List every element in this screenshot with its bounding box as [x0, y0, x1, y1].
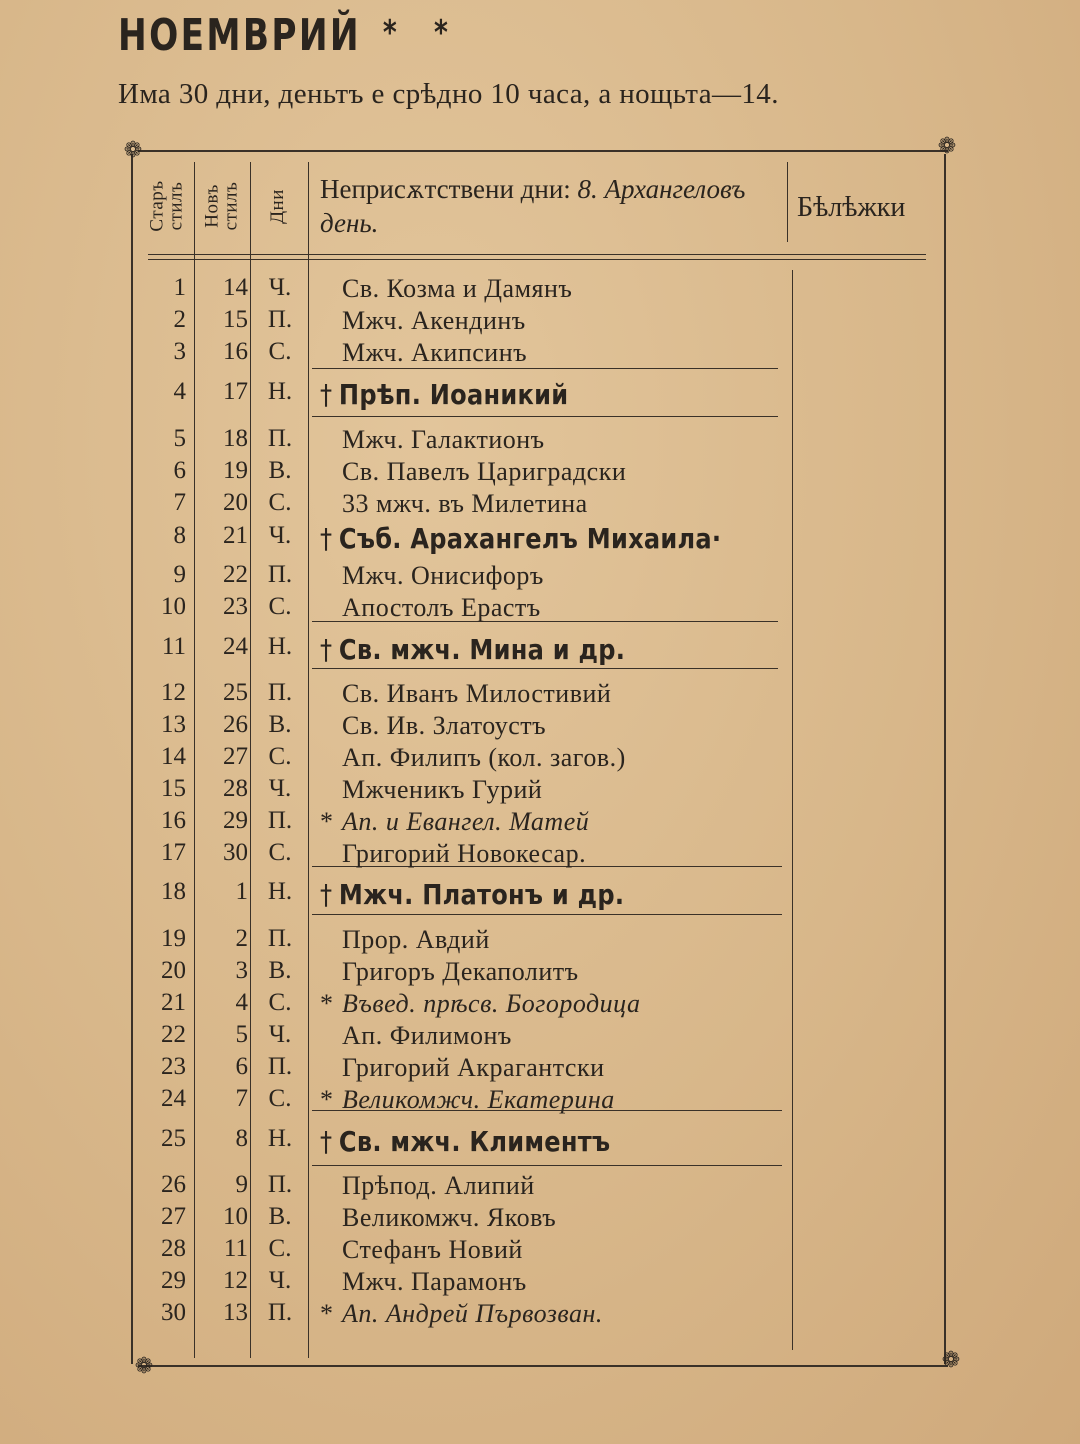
- table-row: [150, 593, 790, 625]
- saint-entry: [320, 925, 490, 955]
- new-style-date: 30: [223, 839, 248, 866]
- saint-entry: [320, 633, 625, 666]
- star-icon: *: [320, 807, 334, 836]
- saint-name: Съб. Арахангелъ Михаила·: [338, 522, 722, 555]
- new-style-date: 19: [223, 457, 248, 484]
- table-row: [150, 1235, 790, 1267]
- new-style-date: 17: [223, 378, 248, 405]
- new-style-date: 26: [223, 711, 248, 738]
- saint-name: Св. Козма и Дамянъ: [342, 274, 573, 303]
- saint-name: Св. мжч. Климентъ: [338, 1125, 611, 1158]
- old-style-date: 4: [173, 378, 186, 405]
- new-style-date: 10: [223, 1203, 248, 1230]
- weekday: Ч.: [268, 775, 292, 802]
- weekday: П.: [267, 925, 293, 952]
- weekday: В.: [268, 957, 292, 984]
- absent-days-value: 8. Архангеловъ день.: [320, 174, 746, 238]
- table-row: [150, 1299, 790, 1331]
- old-style-date: 23: [161, 1053, 186, 1080]
- cross-icon: †: [320, 878, 333, 911]
- weekday: П.: [267, 807, 293, 834]
- saint-name: Ап. Филимонъ: [342, 1021, 512, 1050]
- table-row: [150, 1267, 790, 1299]
- saint-entry: [320, 1085, 615, 1115]
- new-style-date: 11: [223, 1235, 248, 1262]
- weekday: П.: [267, 425, 293, 452]
- saint-entry: [320, 989, 640, 1019]
- weekday: С.: [268, 989, 292, 1016]
- old-style-date: 28: [161, 1235, 186, 1262]
- old-style-date: 3: [173, 338, 186, 365]
- new-style-date: 27: [223, 743, 248, 770]
- notes-column-divider: [792, 270, 793, 1350]
- week-rule: [312, 1165, 782, 1166]
- saint-entry: [320, 425, 545, 455]
- saint-entry: [320, 878, 624, 911]
- saint-entry: [320, 457, 626, 487]
- old-style-date: 1: [173, 274, 186, 301]
- weekday: Н.: [267, 878, 293, 905]
- saint-entry: [320, 743, 626, 773]
- title-stars: * *: [382, 13, 462, 53]
- cross-icon: †: [320, 1125, 333, 1158]
- saint-name: Мжч. Платонъ и др.: [338, 878, 625, 911]
- table-row: [150, 957, 790, 989]
- saint-name: Апостолъ Ерастъ: [342, 593, 541, 622]
- saint-entry: [320, 561, 544, 591]
- old-style-date: 2: [173, 306, 186, 333]
- saint-entry: [320, 338, 527, 368]
- old-style-date: 25: [161, 1125, 186, 1152]
- new-style-date: 29: [223, 807, 248, 834]
- saint-name: Мжч. Онисифоръ: [342, 561, 544, 590]
- saint-name: Св. мжч. Мина и др.: [338, 633, 626, 666]
- saint-name: Св. Ив. Златоустъ: [342, 711, 547, 740]
- saint-entry: [320, 522, 721, 555]
- old-style-date: 16: [161, 807, 186, 834]
- weekday: С.: [268, 1085, 292, 1112]
- weekday: В.: [268, 711, 292, 738]
- table-row: [150, 925, 790, 957]
- star-icon: *: [320, 989, 334, 1018]
- new-style-date: 1: [235, 878, 248, 905]
- weekday: В.: [268, 1203, 292, 1230]
- weekday: П.: [267, 1299, 293, 1326]
- saint-entry: [320, 1235, 523, 1265]
- new-style-date: 15: [223, 306, 248, 333]
- new-style-date: 18: [223, 425, 248, 452]
- saint-entry: [320, 306, 526, 336]
- weekday: П.: [267, 1053, 293, 1080]
- table-row: [150, 378, 790, 410]
- table-row: [150, 1021, 790, 1053]
- ornament-icon: ❁: [941, 1348, 961, 1373]
- old-style-date: 15: [161, 775, 186, 802]
- weekday: Ч.: [268, 274, 292, 301]
- old-style-date: 8: [173, 522, 186, 549]
- weekday: Н.: [267, 378, 293, 405]
- new-style-date: 28: [223, 775, 248, 802]
- table-row: [150, 1085, 790, 1117]
- saint-entry: [320, 1299, 603, 1329]
- old-style-date: 29: [161, 1267, 186, 1294]
- weekday: Ч.: [268, 1267, 292, 1294]
- ornament-icon: ❁: [937, 134, 957, 159]
- new-style-date: 16: [223, 338, 248, 365]
- weekday: С.: [268, 1235, 292, 1262]
- header-absent-days: [320, 172, 775, 240]
- old-style-date: 27: [161, 1203, 186, 1230]
- table-row: [150, 1203, 790, 1235]
- saint-name: Григорий Акрагантски: [342, 1053, 605, 1082]
- header-new-style: Новъ стилъ: [201, 181, 241, 231]
- title-text: НОЕМВРИЙ: [118, 10, 361, 61]
- week-rule: [312, 668, 778, 669]
- old-style-date: 6: [173, 457, 186, 484]
- table-row: [150, 633, 790, 665]
- saint-entry: [320, 593, 541, 623]
- old-style-date: 14: [161, 743, 186, 770]
- table-row: [150, 839, 790, 871]
- saint-entry: [320, 274, 572, 304]
- table-row: [150, 274, 790, 306]
- ornament-icon: ❁: [123, 138, 143, 163]
- saint-entry: [320, 711, 546, 741]
- new-style-date: 4: [235, 989, 248, 1016]
- saint-entry: [320, 489, 588, 519]
- saint-name: Мжч. Акипсинъ: [342, 338, 528, 367]
- old-style-date: 9: [173, 561, 186, 588]
- old-style-date: 22: [161, 1021, 186, 1048]
- saint-name: Мжч. Галактионъ: [342, 425, 545, 454]
- saint-entry: [320, 957, 579, 987]
- weekday: Ч.: [268, 522, 292, 549]
- saint-name: Великомжч. Яковъ: [342, 1203, 557, 1232]
- absent-days-label: Неприсѫтствени дни:: [320, 174, 571, 204]
- saint-entry: [320, 378, 568, 411]
- week-rule: [312, 914, 782, 915]
- header-old-style: Старъ стилъ: [147, 180, 187, 232]
- weekday: П.: [267, 679, 293, 706]
- old-style-date: 26: [161, 1171, 186, 1198]
- header-notes: Бѣлѣжки: [797, 192, 906, 223]
- saint-entry: [320, 679, 611, 709]
- weekday: П.: [267, 561, 293, 588]
- new-style-date: 8: [235, 1125, 248, 1152]
- header-double-rule: [148, 254, 926, 260]
- new-style-date: 6: [235, 1053, 248, 1080]
- table-row: [150, 743, 790, 775]
- weekday: П.: [267, 1171, 293, 1198]
- old-style-date: 18: [161, 878, 186, 905]
- new-style-date: 14: [223, 274, 248, 301]
- saint-entry: [320, 1267, 527, 1297]
- table-row: [150, 522, 790, 554]
- saint-name: Въвед. прѣсв. Богородица: [342, 989, 641, 1018]
- table-row: [150, 878, 790, 910]
- saint-name: Мжч. Акендинъ: [342, 306, 526, 335]
- saint-name: Стефанъ Новий: [342, 1235, 523, 1264]
- old-style-date: 24: [161, 1085, 186, 1112]
- saint-name: Ап. Андрей Първозван.: [342, 1299, 603, 1328]
- saint-name: Великомжч. Екатерина: [342, 1085, 615, 1114]
- weekday: С.: [268, 338, 292, 365]
- new-style-date: 24: [223, 633, 248, 660]
- saint-name: 33 мжч. въ Милетина: [342, 489, 588, 518]
- table-row: [150, 775, 790, 807]
- weekday: С.: [268, 489, 292, 516]
- saint-name: Св. Иванъ Милостивий: [342, 679, 612, 708]
- table-row: [150, 425, 790, 457]
- cross-icon: †: [320, 633, 333, 666]
- saint-entry: [320, 1125, 610, 1158]
- new-style-date: 21: [223, 522, 248, 549]
- new-style-date: 12: [223, 1267, 248, 1294]
- table-row: [150, 561, 790, 593]
- saint-name: Григоръ Декаполитъ: [342, 957, 579, 986]
- table-row: [150, 711, 790, 743]
- new-style-date: 7: [235, 1085, 248, 1112]
- frame-top-border: [138, 150, 948, 152]
- weekday: С.: [268, 839, 292, 866]
- frame-right-border: [944, 154, 946, 1364]
- header-divider: [787, 162, 788, 242]
- table-row: [150, 489, 790, 521]
- new-style-date: 25: [223, 679, 248, 706]
- saint-name: Ап. и Евангел. Матей: [342, 807, 590, 836]
- table-row: [150, 338, 790, 370]
- old-style-date: 19: [161, 925, 186, 952]
- old-style-date: 13: [161, 711, 186, 738]
- weekday: В.: [268, 457, 292, 484]
- old-style-date: 7: [173, 489, 186, 516]
- table-row: [150, 1125, 790, 1157]
- old-style-date: 10: [161, 593, 186, 620]
- new-style-date: 9: [235, 1171, 248, 1198]
- table-row: [150, 1171, 790, 1203]
- table-row: [150, 679, 790, 711]
- saint-name: Мжченикъ Гурий: [342, 775, 543, 804]
- frame-bottom-border: [138, 1365, 948, 1367]
- weekday: Ч.: [268, 1021, 292, 1048]
- star-icon: *: [320, 1299, 334, 1328]
- saint-name: Св. Павелъ Цариградски: [342, 457, 627, 486]
- saint-name: Прѣп. Иоаникий: [338, 378, 569, 411]
- saint-name: Прѣпод. Алипий: [342, 1171, 535, 1200]
- frame-left-border: [131, 154, 133, 1364]
- cross-icon: †: [320, 378, 333, 411]
- old-style-date: 30: [161, 1299, 186, 1326]
- saint-entry: [320, 775, 542, 805]
- month-summary: Има 30 дни, деньтъ е срѣдно 10 часа, а нощьта—14.: [118, 78, 779, 110]
- table-row: [150, 457, 790, 489]
- ornament-icon: ❁: [134, 1354, 154, 1379]
- header-days: Дни: [266, 188, 288, 224]
- new-style-date: 22: [223, 561, 248, 588]
- weekday: С.: [268, 593, 292, 620]
- old-style-date: 12: [161, 679, 186, 706]
- table-row: [150, 306, 790, 338]
- weekday: Н.: [267, 1125, 293, 1152]
- saint-entry: [320, 807, 589, 837]
- weekday: П.: [267, 306, 293, 333]
- new-style-date: 3: [235, 957, 248, 984]
- new-style-date: 20: [223, 489, 248, 516]
- page-title: [118, 10, 462, 61]
- star-icon: *: [320, 1085, 334, 1114]
- new-style-date: 23: [223, 593, 248, 620]
- saint-entry: [320, 1021, 512, 1051]
- saint-entry: [320, 1203, 556, 1233]
- old-style-date: 5: [173, 425, 186, 452]
- saint-name: Григорий Новокесар.: [342, 839, 587, 868]
- new-style-date: 2: [235, 925, 248, 952]
- saint-entry: [320, 839, 586, 869]
- old-style-date: 17: [161, 839, 186, 866]
- old-style-date: 21: [161, 989, 186, 1016]
- old-style-date: 11: [161, 633, 186, 660]
- table-row: [150, 1053, 790, 1085]
- weekday: С.: [268, 743, 292, 770]
- old-style-date: 20: [161, 957, 186, 984]
- table-row: [150, 989, 790, 1021]
- saint-name: Ап. Филипъ (кол. загов.): [342, 743, 626, 772]
- saint-name: Мжч. Парамонъ: [342, 1267, 527, 1296]
- table-row: [150, 807, 790, 839]
- saint-entry: [320, 1171, 535, 1201]
- new-style-date: 13: [223, 1299, 248, 1326]
- saint-name: Прор. Авдий: [342, 925, 490, 954]
- new-style-date: 5: [235, 1021, 248, 1048]
- saint-entry: [320, 1053, 604, 1083]
- week-rule: [312, 416, 778, 417]
- cross-icon: †: [320, 522, 333, 555]
- weekday: Н.: [267, 633, 293, 660]
